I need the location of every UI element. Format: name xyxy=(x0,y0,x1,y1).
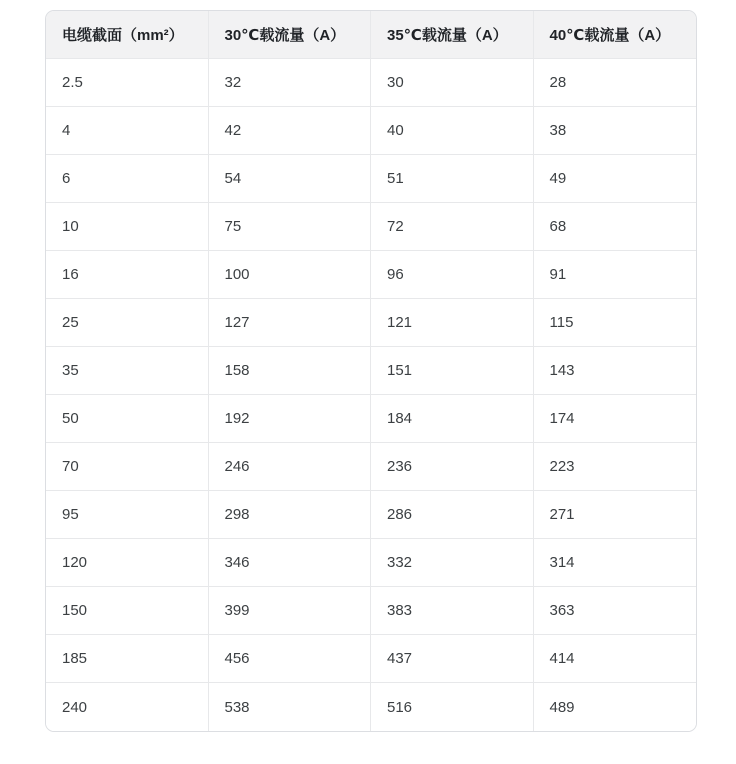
table-cell: 456 xyxy=(209,635,372,683)
table-cell: 332 xyxy=(371,539,534,587)
table-cell: 399 xyxy=(209,587,372,635)
table-cell: 68 xyxy=(534,203,697,251)
table-cell: 38 xyxy=(534,107,697,155)
table-cell: 363 xyxy=(534,587,697,635)
table-cell: 120 xyxy=(46,539,209,587)
ampacity-table-container xyxy=(45,10,697,732)
table-cell: 50 xyxy=(46,395,209,443)
table-cell: 314 xyxy=(534,539,697,587)
table-cell: 489 xyxy=(534,683,697,731)
table-cell: 70 xyxy=(46,443,209,491)
table-header xyxy=(46,11,696,59)
table-row xyxy=(46,203,696,251)
header-cell-35c: 35℃载流量（A） xyxy=(371,11,534,59)
table-row xyxy=(46,299,696,347)
table-cell: 91 xyxy=(534,251,697,299)
table-cell: 28 xyxy=(534,59,697,107)
table-cell: 42 xyxy=(209,107,372,155)
table-cell: 286 xyxy=(371,491,534,539)
table-cell: 40 xyxy=(371,107,534,155)
table-cell: 115 xyxy=(534,299,697,347)
table-row xyxy=(46,683,696,731)
table-cell: 16 xyxy=(46,251,209,299)
table-cell: 127 xyxy=(209,299,372,347)
table-cell: 75 xyxy=(209,203,372,251)
table-cell: 25 xyxy=(46,299,209,347)
table-row xyxy=(46,587,696,635)
table-cell: 298 xyxy=(209,491,372,539)
table-cell: 185 xyxy=(46,635,209,683)
table-cell: 192 xyxy=(209,395,372,443)
table-row xyxy=(46,107,696,155)
table-cell: 4 xyxy=(46,107,209,155)
table-cell: 96 xyxy=(371,251,534,299)
table-cell: 516 xyxy=(371,683,534,731)
table-cell: 35 xyxy=(46,347,209,395)
header-cell-40c: 40℃载流量（A） xyxy=(534,11,697,59)
table-body xyxy=(46,59,696,731)
table-cell: 30 xyxy=(371,59,534,107)
table-cell: 184 xyxy=(371,395,534,443)
ampacity-table xyxy=(46,11,696,731)
table-cell: 151 xyxy=(371,347,534,395)
table-cell: 437 xyxy=(371,635,534,683)
header-row xyxy=(46,11,696,59)
table-cell: 51 xyxy=(371,155,534,203)
table-cell: 223 xyxy=(534,443,697,491)
table-cell: 174 xyxy=(534,395,697,443)
table-cell: 100 xyxy=(209,251,372,299)
table-cell: 240 xyxy=(46,683,209,731)
table-row xyxy=(46,251,696,299)
table-cell: 32 xyxy=(209,59,372,107)
table-cell: 121 xyxy=(371,299,534,347)
table-cell: 95 xyxy=(46,491,209,539)
table-row xyxy=(46,539,696,587)
table-cell: 72 xyxy=(371,203,534,251)
table-cell: 383 xyxy=(371,587,534,635)
table-cell: 538 xyxy=(209,683,372,731)
table-row xyxy=(46,395,696,443)
table-cell: 150 xyxy=(46,587,209,635)
table-cell: 414 xyxy=(534,635,697,683)
table-row xyxy=(46,491,696,539)
table-row xyxy=(46,347,696,395)
table-cell: 346 xyxy=(209,539,372,587)
table-row xyxy=(46,59,696,107)
table-cell: 6 xyxy=(46,155,209,203)
table-cell: 2.5 xyxy=(46,59,209,107)
table-cell: 49 xyxy=(534,155,697,203)
header-cell-30c: 30℃载流量（A） xyxy=(209,11,372,59)
table-cell: 54 xyxy=(209,155,372,203)
header-cell-cross-section: 电缆截面（mm²） xyxy=(46,11,209,59)
table-row xyxy=(46,635,696,683)
table-row xyxy=(46,155,696,203)
table-cell: 10 xyxy=(46,203,209,251)
table-cell: 271 xyxy=(534,491,697,539)
table-cell: 246 xyxy=(209,443,372,491)
table-cell: 143 xyxy=(534,347,697,395)
table-cell: 158 xyxy=(209,347,372,395)
table-row xyxy=(46,443,696,491)
table-cell: 236 xyxy=(371,443,534,491)
